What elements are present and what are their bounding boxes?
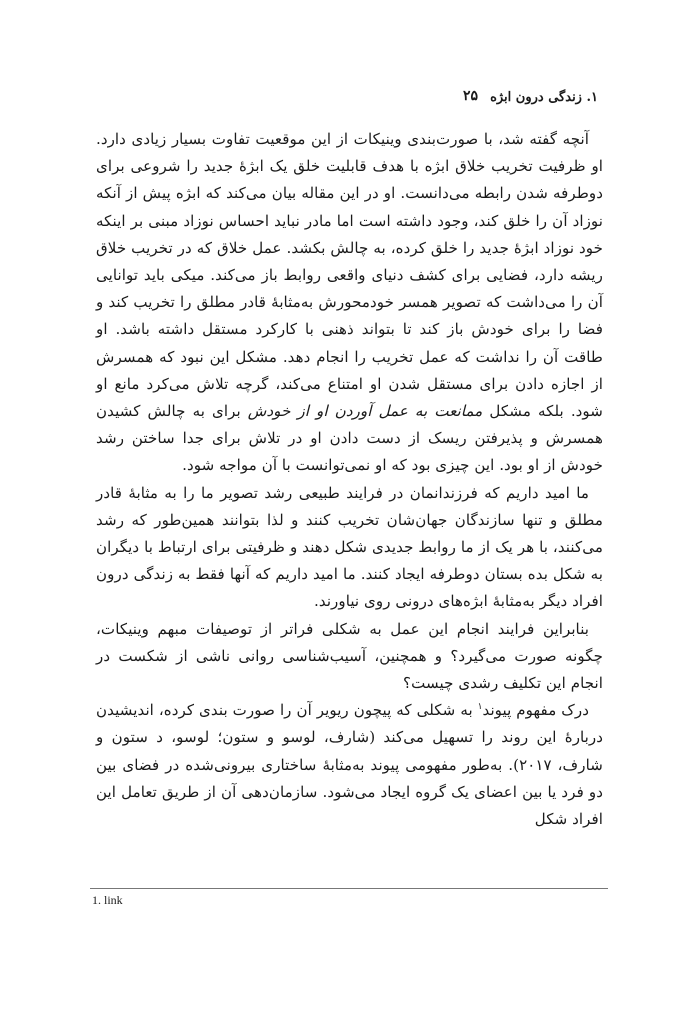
page-number: ۲۵ [462,88,478,104]
paragraph-3 [96,616,603,698]
paragraph-2 [96,480,603,616]
running-head [90,88,598,112]
paragraph-3-text: بنابراین فرایند انجام این عمل به شکلی فراتر از توصیفات مبهم وینیکات، چگونه صورت می‌گیرد؟ و همچنین، آسیب‌شناسی روانی ناشی از شکست در انجام این تکلیف رشدی چیست؟ [96,619,603,693]
paragraph-1-text: آنچه گفته شد، با صورت‌بندی وینیکات از این موقعیت تفاوت بسیار زیادی دارد. او ظرفیت تخریب خلاق ابژه با هدف قابلیت خلق یک ابژهٔ جدید را شروعی برای دوطرفه شدن رابطه می‌دانست. او در این مقاله بیان می‌کند که ابژه پیش از آنکه نوزاد آن را خلق کند، وجود داشته است اما مادر نباید احساس نوزاد مبنی بر اینکه خود نوزاد ابژهٔ جدید را خلق کرده، به چالش بکشد. عمل خلاق که در تخریب خلاق ریشه دارد، فضایی برای کشف دنیای واقعی روابط باز می‌کند. میکی باید توانایی آن را می‌داشت که تصویر همسر خودمحورش به‌مثابهٔ قادر مطلق را تخریب کند و فضا را برای خودش باز کند تا بتواند ذهنی با کارکرد مستقل داشته باشد. او طاقت آن را نداشت که عمل تخریب را انجام دهد. مشکل این نبود که همسرش از اجازه دادن برای مستقل شدن او امتناع می‌کند، گرچه تلاش می‌کرد مانع او شود. بلکه مشکل [96,130,604,421]
body-text [96,126,603,833]
paragraph-4-text-before: درک مفهوم پیوند [482,701,589,720]
paragraph-1 [96,126,603,480]
paragraph-2-text: ما امید داریم که فرزندانمان در فرایند طبیعی رشد تصویر ما را به مثابهٔ قادر مطلق و تنها سازندگان جهان‌شان تخریب کنند و لذا بتوانند همین‌طور که رشد می‌کنند، با هر یک از ما روابط جدیدی شکل دهند و ظرفیتی برای ارتباط با دیگران به شکل بده بستان دوطرفه ایجاد کنند. ما امید داریم که آنها فقط به زندگی درون افراد دیگر به‌مثابهٔ ابژه‌های درونی روی نیاورند. [96,483,603,611]
paragraph-1-emphasis: ممانعت به عمل آوردن او از خودش [247,402,483,421]
footnote: 1. link [92,893,123,907]
footnote-marker: ۱ [477,702,483,713]
paragraph-4-text: به شکلی که پیچون ریویر آن را صورت بندی کرده، اندیشیدن دربارهٔ این روند را تسهیل می‌کند (شارف، لوسو و ستون؛ لوسو، د ستون و شارف، ۲۰۱۷). به‌طور مفهومی پیوند به‌مثابهٔ ساختاری بیرونی‌شده در فضای بین دو فرد یا بین اعضای یک گروه ایجاد می‌شود. سازمان‌دهی آن از طریق تعامل این افراد شکل [96,701,603,829]
footnote-divider [90,888,608,889]
paragraph-1-text-after: برای به چالش کشیدن همسرش و پذیرفتن ریسک از دست دادن او در تلاش برای جدا ساختن رشد خودش از او بود. این چیزی بود که او نمی‌توانست با آن مواجه شود. [96,402,603,475]
chapter-title: ۱. زندگی درون ابژه [490,90,598,105]
paragraph-4 [96,697,603,833]
